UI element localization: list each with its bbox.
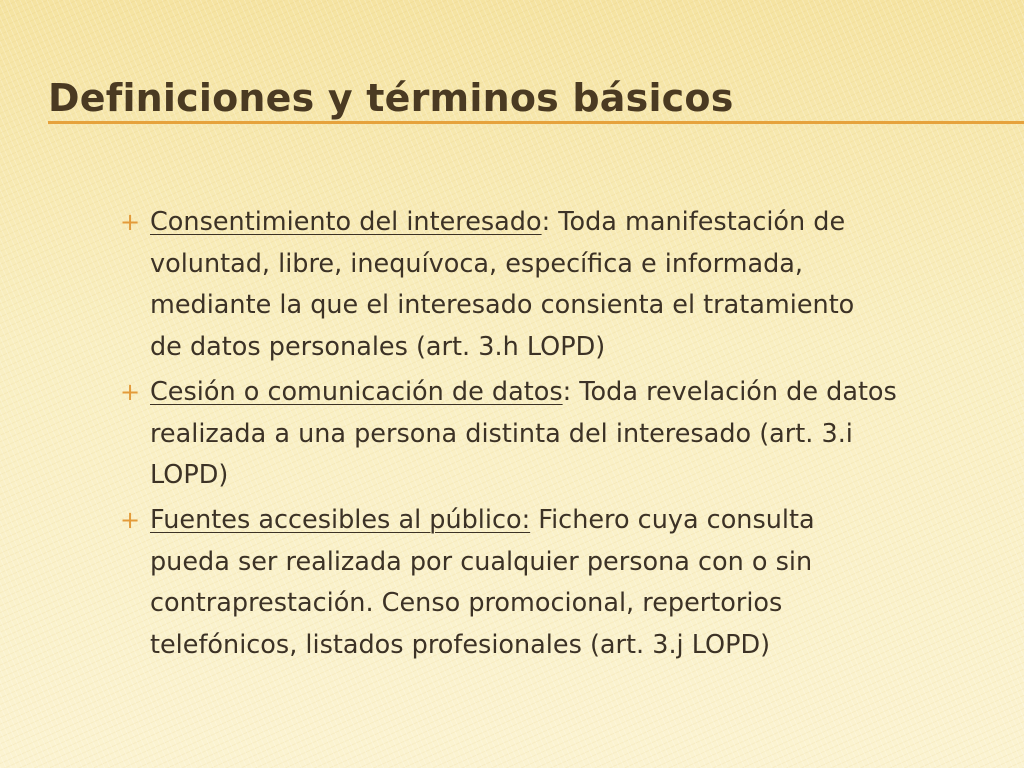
definition-line: realizada a una persona distinta del interesado (art. 3.i <box>150 418 853 449</box>
term-consentimiento: Consentimiento del interesado <box>150 207 542 237</box>
bullet-first-line <box>150 202 1004 244</box>
plus-bullet-icon: + <box>120 208 141 236</box>
slide-title: Definiciones y términos básicos <box>48 76 734 120</box>
term-fuentes: Fuentes accesibles al público: <box>150 504 531 535</box>
bullet-item-fuentes <box>116 500 1004 667</box>
plus-bullet-icon: + <box>120 505 141 534</box>
definition-line: de datos personales (art. 3.h LOPD) <box>150 332 606 363</box>
definition-line: telefónicos, listados profesionales (art. 3.j LOPD) <box>150 630 771 661</box>
bullet-list <box>116 202 1004 670</box>
definition-line: : Toda manifestación de <box>541 207 846 237</box>
bullet-first-line <box>150 500 1004 542</box>
definition-line: mediante la que el interesado consienta el tratamiento <box>150 290 855 321</box>
bullet-item-consentimiento <box>116 202 1004 369</box>
bullet-item-cesion <box>116 372 1004 497</box>
definition-line: : Toda revelación de datos <box>562 376 897 407</box>
title-underline-rule <box>48 121 1024 124</box>
definition-line: Fichero cuya consulta <box>530 504 815 535</box>
plus-bullet-icon: + <box>120 377 141 406</box>
definition-line: voluntad, libre, inequívoca, específica e informada, <box>150 248 804 279</box>
definition-line: contraprestación. Censo promocional, repertorios <box>150 588 783 619</box>
term-cesion: Cesión o comunicación de datos <box>150 376 563 407</box>
definition-line: pueda ser realizada por cualquier persona con o sin <box>150 546 813 577</box>
definition-line: LOPD) <box>150 460 229 491</box>
bullet-first-line <box>150 372 1004 414</box>
